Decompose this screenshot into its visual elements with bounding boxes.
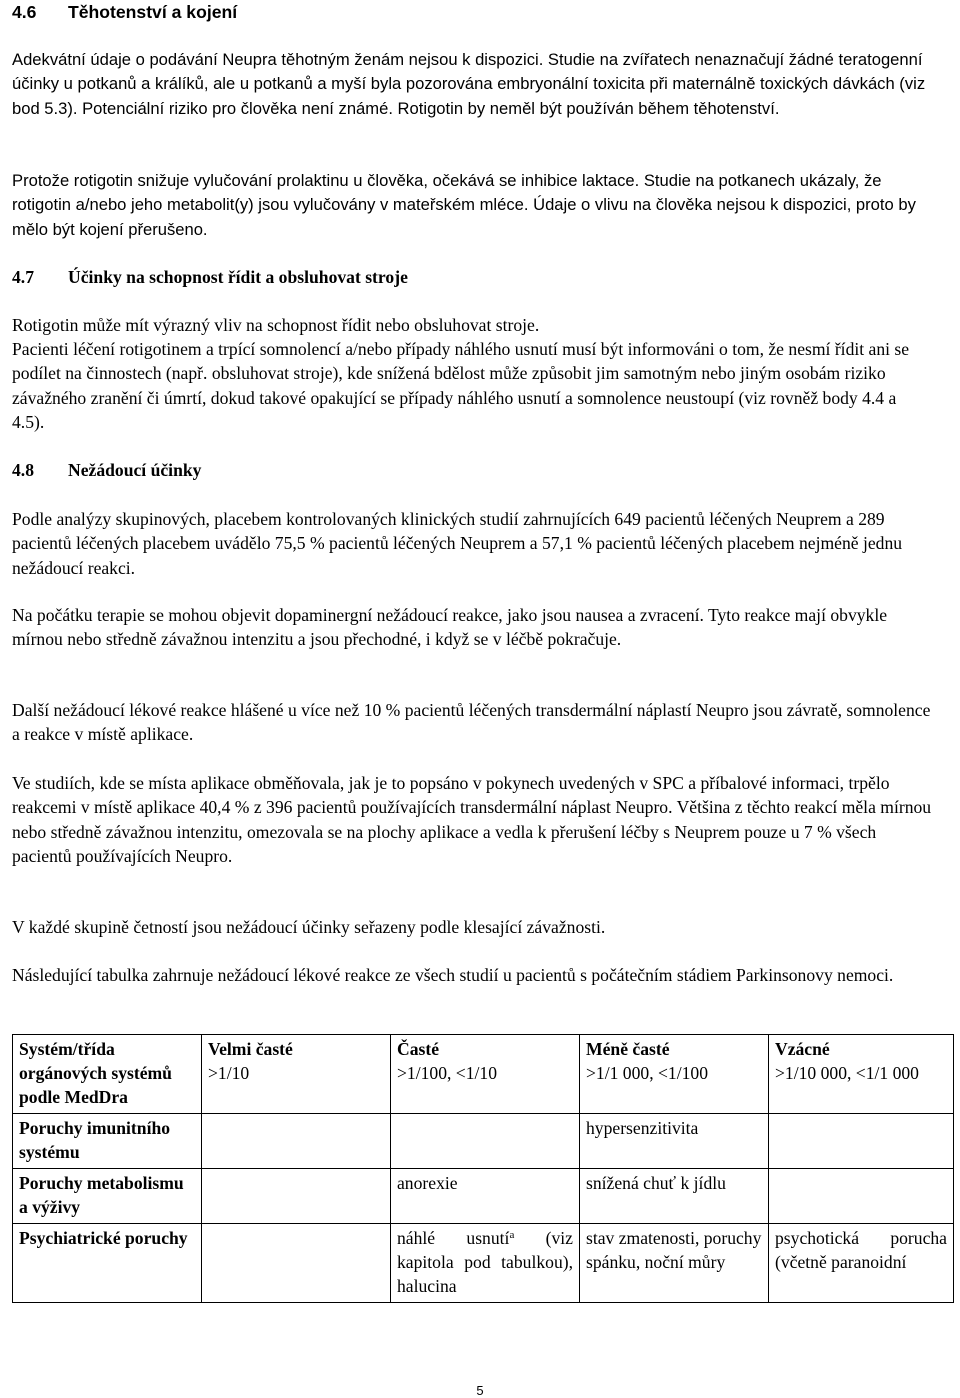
table-cell-soc: Psychiatrické poruchy	[13, 1224, 202, 1303]
table-cell	[202, 1169, 391, 1224]
table-cell	[391, 1114, 580, 1169]
header-label: Velmi časté	[208, 1039, 293, 1059]
table-header-row	[13, 1035, 954, 1114]
header-common	[391, 1035, 580, 1114]
footnote-marker: a	[509, 1229, 515, 1241]
table-row	[13, 1169, 954, 1224]
table-cell	[202, 1114, 391, 1169]
header-label: Časté	[397, 1039, 440, 1059]
section-heading-4-7	[12, 265, 932, 289]
table-cell	[769, 1114, 954, 1169]
adverse-reactions-table	[12, 1034, 954, 1303]
paragraph: Ve studiích, kde se místa aplikace obměňovala, jak je to popsáno v pokynech uvedených v SPC a příbalové informaci, trpělo reakcemi v místě aplikace 40,4 % z 396 pacientů používajících transdermální náplast Neupro. Většina z těchto reakcí měla mírnou nebo středně závažnou intenzitu, omezovala se na plochy aplikace a vedla k přerušení léčby s Neuprem pouze u 7 % všech pacientů používajících Neupro.	[12, 773, 932, 866]
header-range: >1/100, <1/10	[397, 1063, 497, 1083]
table-cell: stav zmatenosti, poruchy spánku, noční můry	[580, 1224, 769, 1303]
table-cell	[202, 1224, 391, 1303]
table-cell	[769, 1169, 954, 1224]
header-uncommon	[580, 1035, 769, 1114]
header-very-common	[202, 1035, 391, 1114]
paragraph: Podle analýzy skupinových, placebem kontrolovaných klinických studií zahrnujících 649 pacientů léčených Neuprem a 289 pacientů léčených placebem uvádělo 75,5 % pacientů léčených Neuprem a 57,1 % pacientů léčených placebem nejméně jednu nežádoucí reakci.	[12, 509, 903, 578]
section-title: Těhotenství a kojení	[68, 2, 238, 22]
header-label: Vzácné	[775, 1039, 830, 1059]
paragraph: Adekvátní údaje o podávání Neupra těhotným ženám nejsou k dispozici. Studie na zvířatech nenaznačují žádné teratogenní účinky u potkanů a králíků, ale u potkanů a myší byla pozorována embryonální toxicita při maternálně toxických dávkách (viz bod 5.3). Potenciální riziko pro člověka není známé. Rotigotin by neměl být používán během těhotenství.	[12, 50, 926, 118]
table-cell: hypersenzitivita	[580, 1114, 769, 1169]
header-label: Méně časté	[586, 1039, 670, 1059]
paragraph: Další nežádoucí lékové reakce hlášené u více než 10 % pacientů léčených transdermální náplastí Neupro jsou závratě, somnolence a reakce v místě aplikace.	[12, 700, 931, 745]
section-number: 4.7	[12, 267, 34, 287]
table-cell-soc: Poruchy imunitního systému	[13, 1114, 202, 1169]
table-cell: anorexie	[391, 1169, 580, 1224]
paragraph: Pacienti léčení rotigotinem a trpící somnolencí a/nebo případy náhlého usnutí musí být informováni o tom, že nesmí řídit ani se podílet na činnostech (např. obsluhovat stroje), kde snížená bdělost může způsobit jim samotným nebo jiným osobám riziko závažného zranění či úmrtí, dokud takové opakující se případy náhlého usnutí a somnolence neustoupí (viz rovněž body 4.4 a 4.5).	[12, 339, 910, 432]
table-cell: psychotická porucha (včetně paranoidní	[769, 1224, 954, 1303]
paragraph: Protože rotigotin snižuje vylučování prolaktinu u člověka, očekává se inhibice laktace. Studie na potkanech ukázaly, že rotigotin a/nebo jeho metabolit(y) jsou vylučovány v mateřském mléce. Údaje o vlivu na člověka nejsou k dispozici, proto by mělo být kojení přerušeno.	[12, 171, 916, 239]
header-range: >1/10	[208, 1063, 250, 1083]
header-rare	[769, 1035, 954, 1114]
header-soc: Systém/třída orgánových systémů podle MedDra	[13, 1035, 202, 1114]
paragraph: V každé skupině četností jsou nežádoucí účinky seřazeny podle klesající závažnosti.	[12, 917, 606, 937]
table-cell-soc: Poruchy metabolismu a výživy	[13, 1169, 202, 1224]
table-row	[13, 1224, 954, 1303]
section-title: Účinky na schopnost řídit a obsluhovat stroje	[68, 267, 408, 287]
header-range: >1/10 000, <1/1 000	[775, 1063, 919, 1083]
paragraph: Na počátku terapie se mohou objevit dopaminergní nežádoucí reakce, jako jsou nausea a zvracení. Tyto reakce mají obvykle mírnou nebo středně závažnou intenzitu a jsou přechodné, i když se v léčbě pokračuje.	[12, 605, 888, 650]
section-number: 4.8	[12, 460, 34, 480]
table-row	[13, 1114, 954, 1169]
section-number: 4.6	[12, 2, 37, 22]
section-heading-4-8	[12, 458, 932, 482]
paragraph: Rotigotin může mít výrazný vliv na schopnost řídit nebo obsluhovat stroje.	[12, 315, 540, 335]
section-heading-4-6	[12, 0, 932, 24]
table-cell: snížená chuť k jídlu	[580, 1169, 769, 1224]
paragraph: Následující tabulka zahrnuje nežádoucí lékové reakce ze všech studií u pacientů s počátečním stádiem Parkinsonovy nemoci.	[12, 965, 894, 985]
section-title: Nežádoucí účinky	[68, 460, 202, 480]
page-number: 5	[476, 1383, 484, 1398]
cell-text: (viz kapitola pod tabulkou), halucina	[397, 1228, 573, 1296]
cell-text: náhlé usnutí	[397, 1228, 510, 1248]
table-cell	[391, 1224, 580, 1303]
header-range: >1/1 000, <1/100	[586, 1063, 708, 1083]
